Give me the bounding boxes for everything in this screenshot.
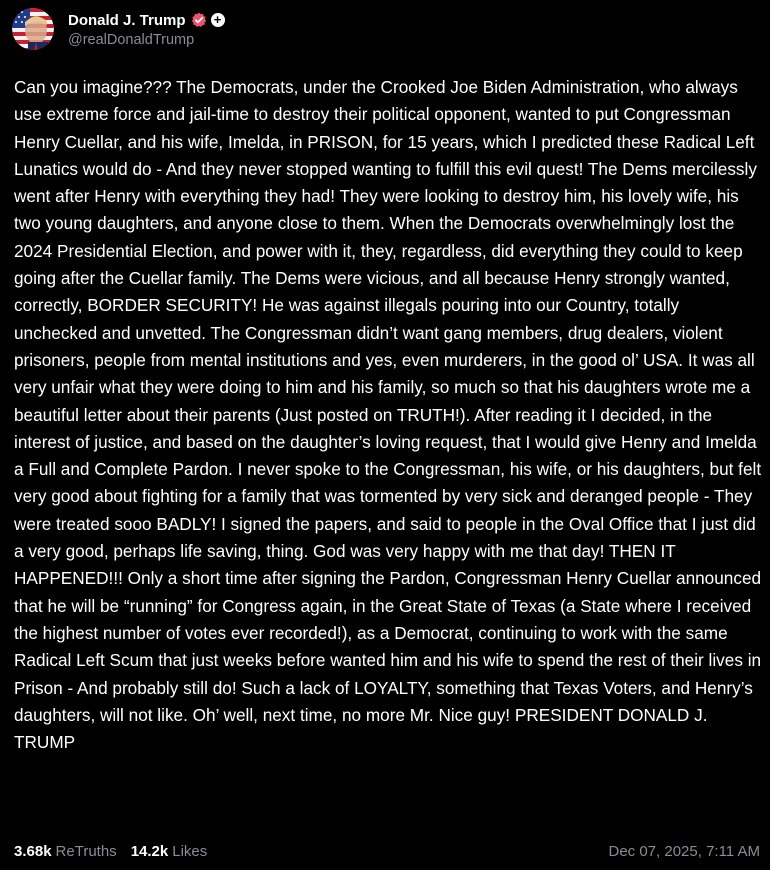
likes-label: Likes xyxy=(172,842,208,860)
likes-stat[interactable] xyxy=(131,843,208,860)
verified-badge-icon xyxy=(191,12,207,28)
author-display-name[interactable]: Donald J. Trump xyxy=(68,11,186,29)
retruths-count: 3.68k xyxy=(14,842,52,860)
retruths-label: ReTruths xyxy=(55,842,117,860)
author-handle[interactable]: @realDonaldTrump xyxy=(68,32,195,48)
post-footer xyxy=(14,840,760,862)
avatar[interactable] xyxy=(12,8,54,50)
plus-badge-icon: + xyxy=(211,13,225,27)
post-text: Can you imagine??? The Democrats, under the Crooked Joe Biden Administration, who always use extreme force and jail-time to destroy their political opponent, wanted to put Congressman Henry Cuellar, and his wife, Imelda, in PRISON, for 15 years, which I predicted these Radical Left Lunatics would do - And they never stopped wanting to fulfill this evil quest! The Dems mercilessly went after Henry with everything they had! They were looking to destroy him, his lovely wife, his two young daughters, and anyone close to them. When the Democrats overwhelmingly lost the 2024 Presidential Election, and power with it, they, regardless, did everything they could to keep going after the Cuellar family. The Dems were vicious, and all because Henry strongly wanted, correctly, BORDER SECURITY! He was against illegals pouring into our Country, totally unchecked and unvetted. The Congressman didn’t want gang members, drug dealers, violent prisoners, people from mental institutions and yes, even murderers, in the good ol’ USA. It was all very unfair what they were doing to him and his family, so much so that his daughters wrote me a beautiful letter about their parents (Just posted on TRUTH!). After reading it I decided, in the interest of justice, and based on the daughter’s loving request, that I would give Henry and Imelda a Full and Complete Pardon. I never spoke to the Congressman, his wife, or his daughters, but felt very good about fighting for a family that was tormented by very sick and deranged people - They were treated sooo BADLY! I signed the papers, and said to people in the Oval Office that I just did a very good, perhaps life saving, thing. God was very happy with me that day! THEN IT HAPPENED!!! Only a short time after signing the Pardon, Congressman Henry Cuellar announced that he will be “running” for Congress again, in the Great State of Texas (a State where I received the highest number of votes ever recorded!), as a Democrat, continuing to work with the same Radical Left Scum that just weeks before wanted him and his wife to spend the rest of their lives in Prison - And probably still do! Such a lack of LOYALTY, something that Texas Voters, and Henry’s daughters, will not like. Oh’ well, next time, no more Mr. Nice guy! PRESIDENT DONALD J. TRUMP xyxy=(14,77,762,753)
post-header xyxy=(12,6,225,52)
post-timestamp[interactable]: Dec 07, 2025, 7:11 AM xyxy=(608,842,760,860)
likes-count: 14.2k xyxy=(130,842,169,860)
retruths-stat[interactable] xyxy=(14,843,117,860)
flag-portrait-avatar-icon xyxy=(12,8,54,50)
author-names xyxy=(68,10,225,48)
name-row xyxy=(68,10,225,30)
